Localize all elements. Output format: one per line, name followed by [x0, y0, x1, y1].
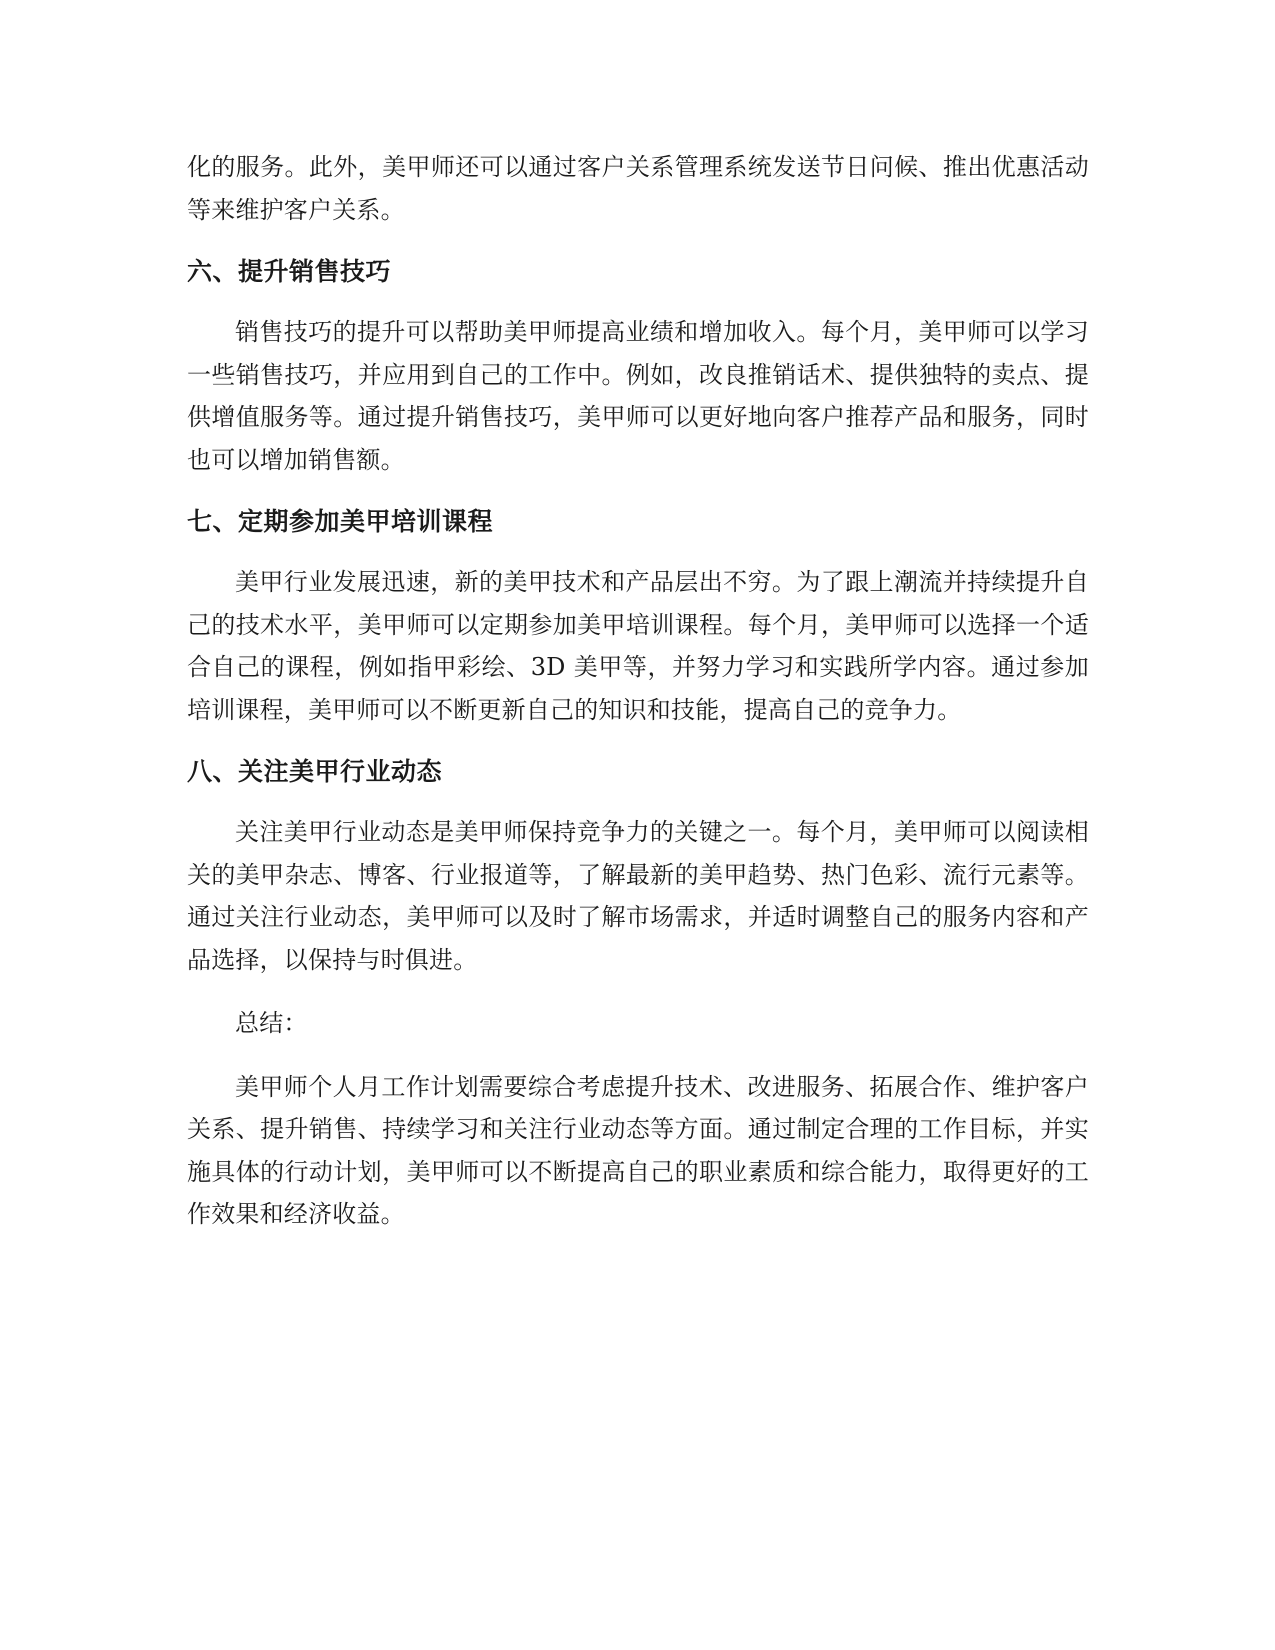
section-body-training-courses: 美甲行业发展迅速，新的美甲技术和产品层出不穷。为了跟上潮流并持续提升自己的技术水平，美甲师可以定期参加美甲培训课程。每个月，美甲师可以选择一个适合自己的课程，例如指甲彩绘、3D 美甲等，并努力学习和实践所学内容。通过参加培训课程，美甲师可以不断更新自己的知识和技能，提高自己的竞争力。 [187, 568, 1089, 724]
section-body-sales-skills: 销售技巧的提升可以帮助美甲师提高业绩和增加收入。每个月，美甲师可以学习一些销售技巧，并应用到自己的工作中。例如，改良推销话术、提供独特的卖点、提供增值服务等。通过提升销售技巧，美甲师可以更好地向客户推荐产品和服务，同时也可以增加销售额。 [187, 318, 1089, 474]
document-body [187, 146, 1089, 1236]
section-heading-training-courses: 七、定期参加美甲培训课程 [187, 507, 494, 536]
summary-label: 总结： [235, 1009, 308, 1037]
section-body-industry-trends: 关注美甲行业动态是美甲师保持竞争力的关键之一。每个月，美甲师可以阅读相关的美甲杂志、博客、行业报道等，了解最新的美甲趋势、热门色彩、流行元素等。通过关注行业动态，美甲师可以及时了解市场需求，并适时调整自己的服务内容和产品选择，以保持与时俱进。 [187, 818, 1089, 974]
summary-body: 美甲师个人月工作计划需要综合考虑提升技术、改进服务、拓展合作、维护客户关系、提升销售、持续学习和关注行业动态等方面。通过制定合理的工作目标，并实施具体的行动计划，美甲师可以不断提高自己的职业素质和综合能力，取得更好的工作效果和经济收益。 [187, 1072, 1089, 1228]
section-heading-industry-trends: 八、关注美甲行业动态 [187, 757, 443, 786]
section-heading-sales-skills: 六、提升销售技巧 [187, 257, 392, 286]
intro-paragraph: 化的服务。此外，美甲师还可以通过客户关系管理系统发送节日问候、推出优惠活动等来维护客户关系。 [187, 153, 1089, 224]
